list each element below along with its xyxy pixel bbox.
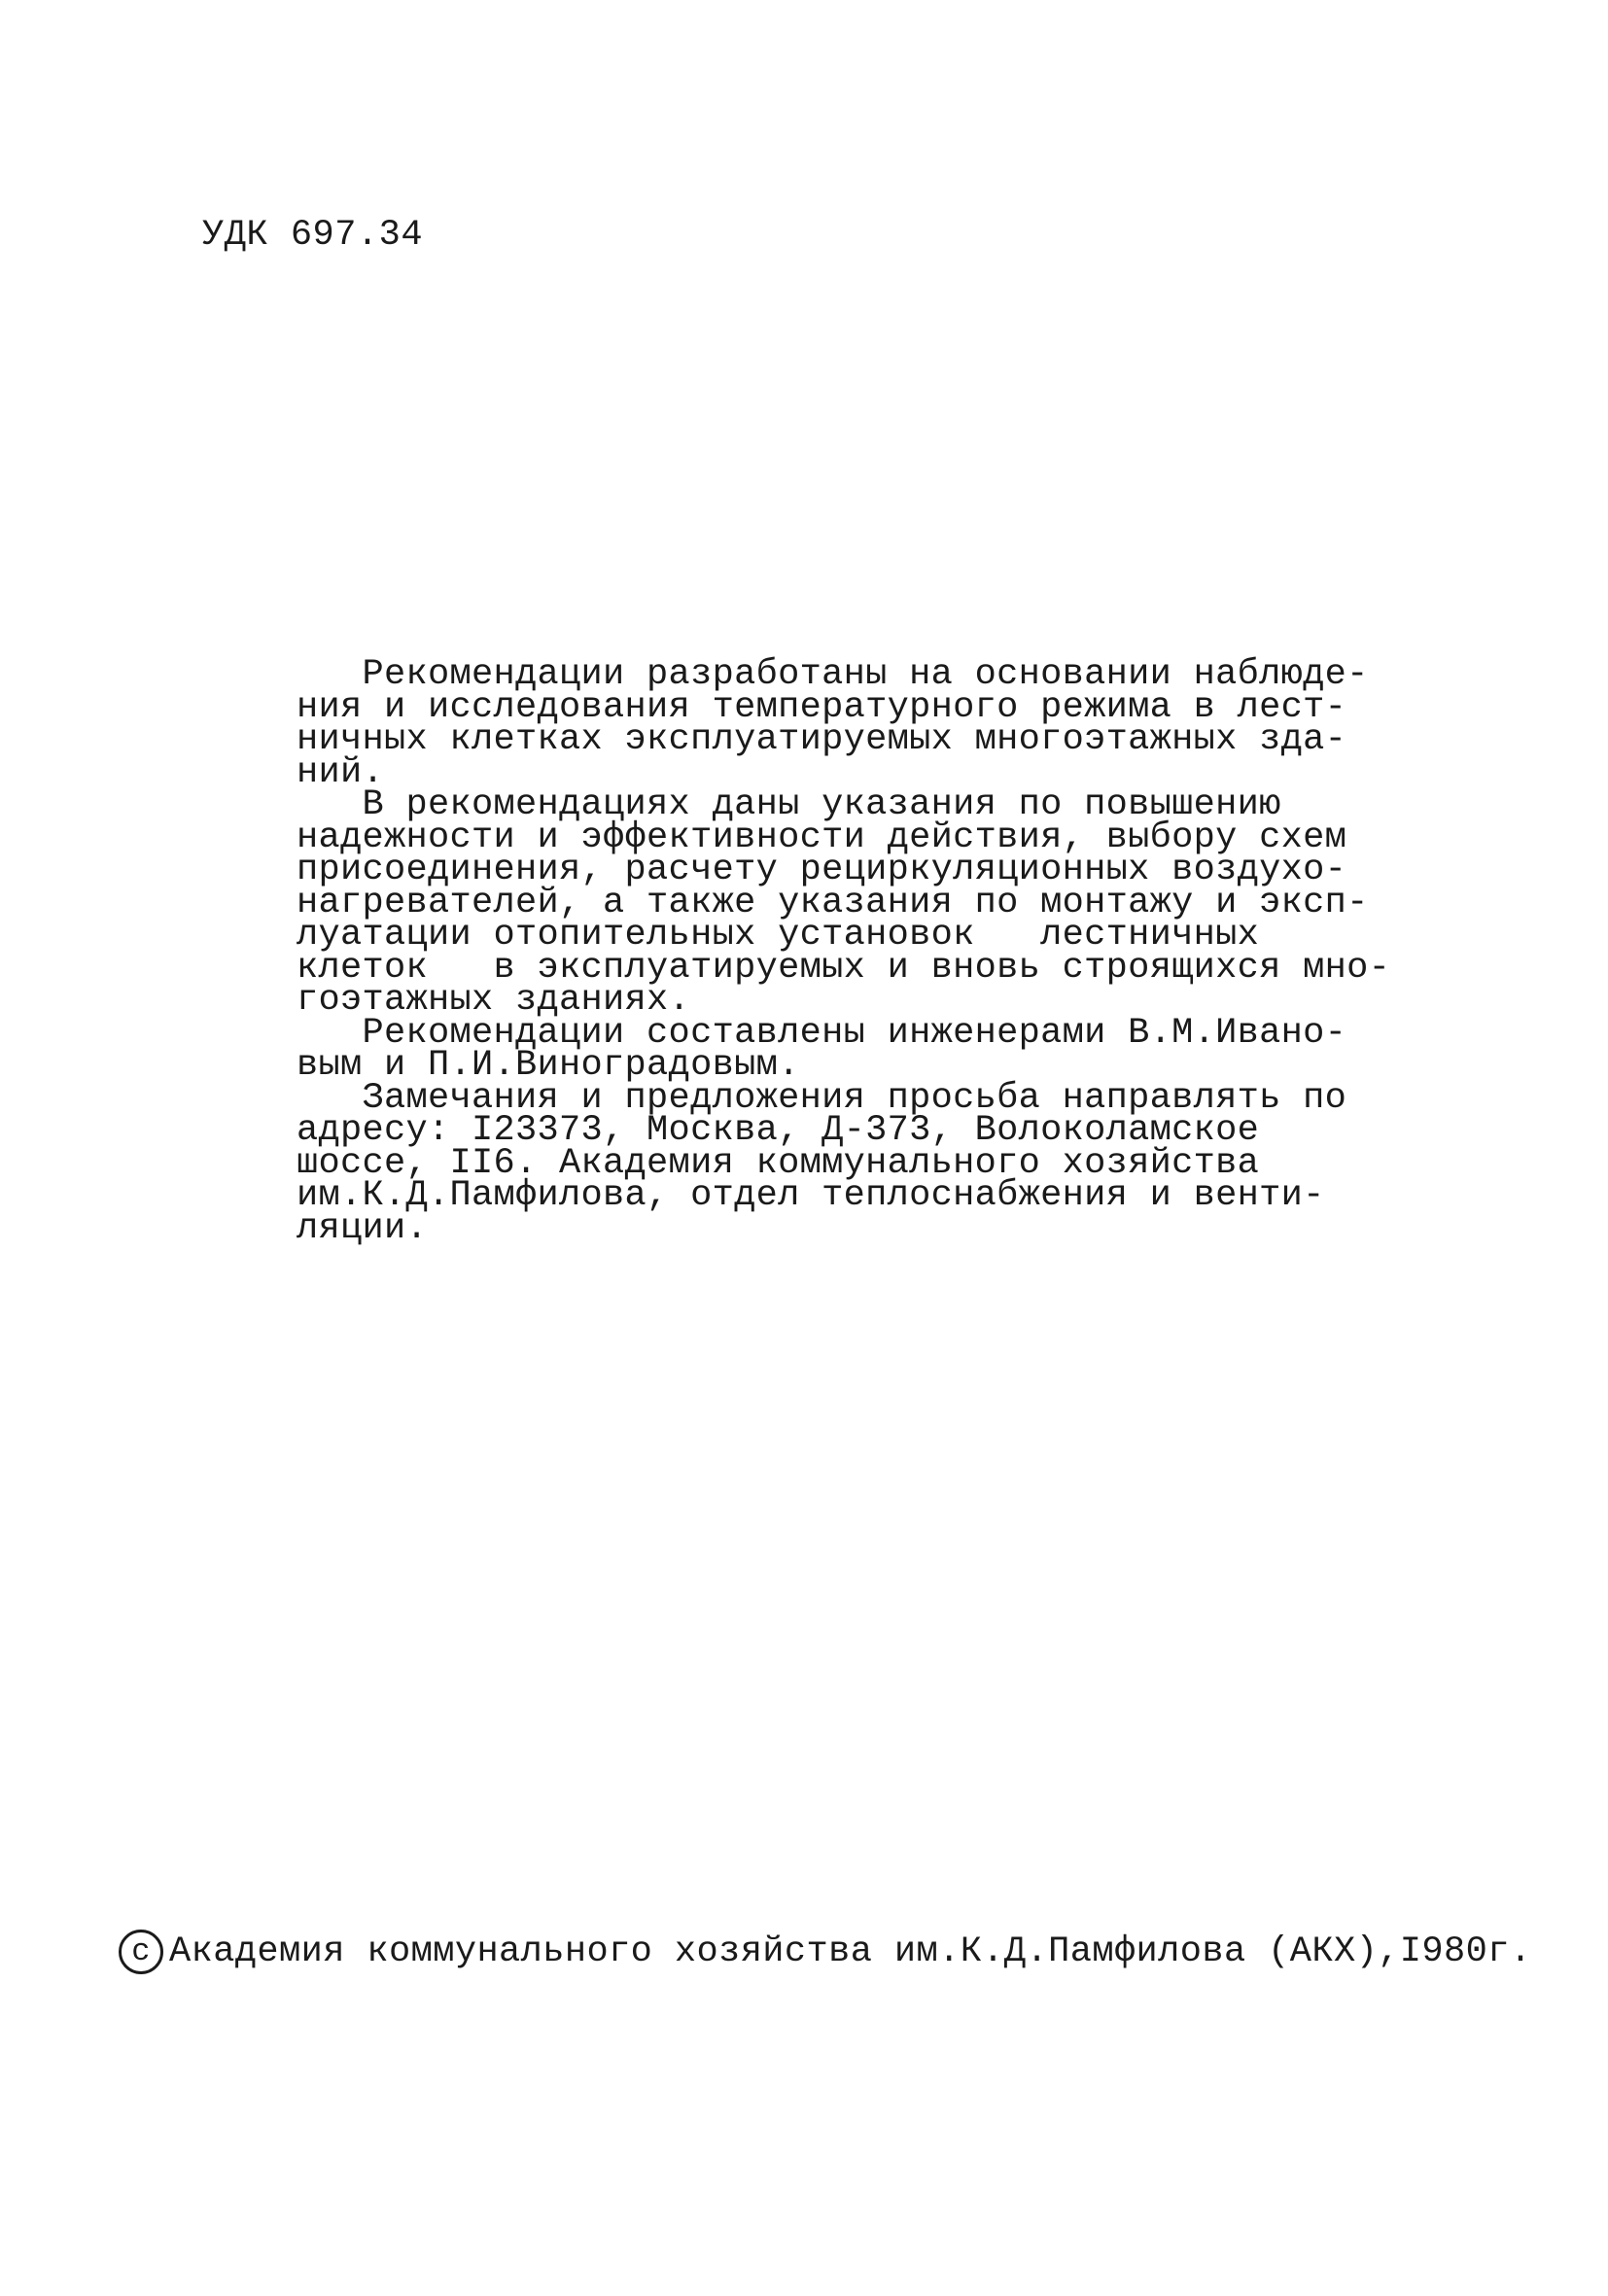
body-line: В рекомендациях даны указания по повышению (297, 784, 1281, 825)
body-line: присоединения, расчету рециркуляционных воздухо- (297, 850, 1347, 890)
body-line: нагревателей, а также указания по монтажу и эксп- (297, 882, 1369, 923)
body-line: Замечания и предложения просьба направлять по (297, 1077, 1347, 1119)
body-line: шоссе, II6. Академия коммунального хозяйства (297, 1142, 1260, 1184)
copyright-icon: c (119, 1930, 163, 1974)
body-line: Рекомендации разработаны на основании наблюде- (297, 654, 1369, 695)
body-text (297, 654, 1391, 1249)
copyright-footer (119, 1923, 1531, 1981)
body-line: ния и исследования температурного режима в лест- (297, 686, 1347, 728)
body-line: ляции. (297, 1207, 429, 1249)
body-line: луатации отопительных установок лестничных (297, 915, 1260, 956)
body-line: ничных клетках эксплуатируемых многоэтажных зда- (297, 719, 1347, 760)
udk-code: УДК 697.34 (202, 215, 424, 256)
body-line: гоэтажных зданиях. (297, 980, 691, 1021)
body-line: клеток в эксплуатируемых и вновь строящихся мно- (297, 947, 1391, 989)
body-line: надежности и эффективности действия, выбору схем (297, 817, 1347, 858)
body-line: вым и П.И.Виноградовым. (297, 1045, 800, 1086)
body-line: ний. (297, 751, 385, 793)
body-line: им.К.Д.Памфилова, отдел теплоснабжения и венти- (297, 1175, 1325, 1216)
body-line: Рекомендации составлены инженерами В.М.Ивано- (297, 1012, 1347, 1054)
copyright-text: Академия коммунального хозяйства им.К.Д.Памфилова (АКХ),I980г. (169, 1931, 1532, 1972)
body-line: адресу: I23373, Москва, Д-373, Волоколамское (297, 1110, 1260, 1151)
